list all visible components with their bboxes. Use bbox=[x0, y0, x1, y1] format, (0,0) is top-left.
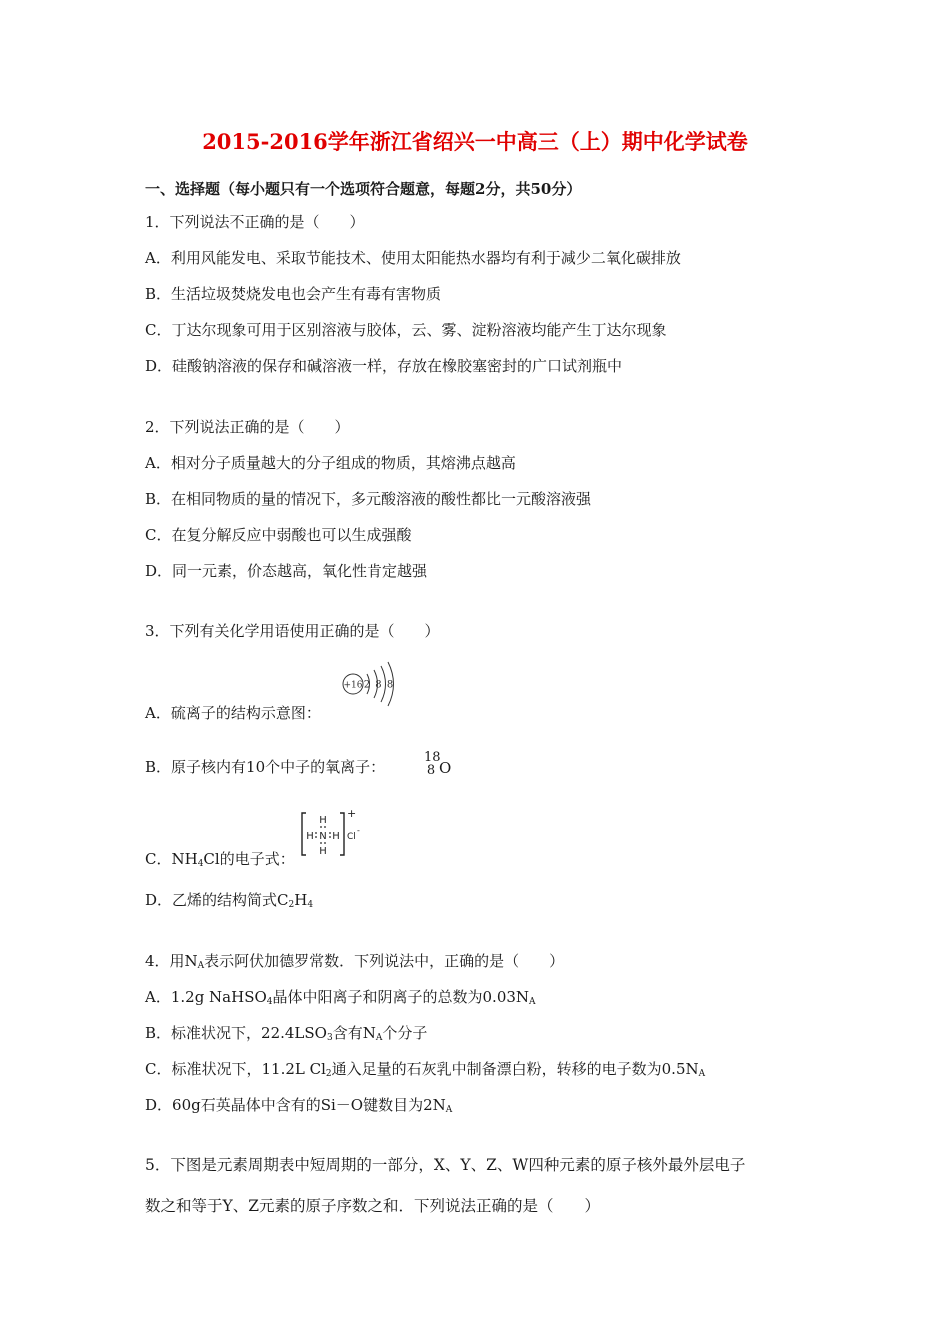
q3-option-b: B．原子核内有10个中子的氧离子： bbox=[145, 758, 386, 776]
q5-stem-line2: 数之和等于Y、Z元素的原子序数之和．下列说法正确的是（ ） bbox=[145, 1197, 601, 1215]
q5-stem-line1: 5．下图是元素周期表中短周期的一部分，X、Y、Z、W四种元素的原子核外最外层电子 bbox=[145, 1156, 746, 1174]
q2-stem: 2．下列说法正确的是（ ） bbox=[145, 418, 350, 436]
sulfide-ion-structure-diagram bbox=[338, 656, 400, 710]
electron-shell-counts: 2 8 8 bbox=[363, 679, 395, 691]
ammonium-chloride-electron-formula bbox=[300, 808, 362, 860]
hydrogen-right: H bbox=[332, 831, 340, 842]
q2-option-c: C．在复分解反应中弱酸也可以生成强酸 bbox=[145, 526, 412, 544]
hydrogen-top: H bbox=[319, 815, 327, 826]
hydrogen-left: H bbox=[306, 831, 314, 842]
q1-option-b: B．生活垃圾焚烧发电也会产生有毒有害物质 bbox=[145, 285, 442, 303]
q1-option-a: A．利用风能发电、采取节能技术、使用太阳能热水器均有利于减少二氧化碳排放 bbox=[145, 249, 681, 267]
q3-option-d: D．乙烯的结构简式$C_2H_4$ bbox=[145, 891, 314, 910]
isotope-notation bbox=[424, 750, 441, 778]
q1-stem: 1．下列说法不正确的是（ ） bbox=[145, 213, 365, 231]
q1-option-d: D．硅酸钠溶液的保存和碱溶液一样，存放在橡胶塞密封的广口试剂瓶中 bbox=[145, 357, 623, 375]
q2-option-b: B．在相同物质的量的情况下，多元酸溶液的酸性都比一元酸溶液强 bbox=[145, 490, 592, 508]
q4-option-b: B．标准状况下，$22.4LSO_3$含有$N_A$个分子 bbox=[145, 1024, 428, 1043]
isotope-atomic-number: 8 bbox=[426, 763, 436, 778]
cation-charge: + bbox=[347, 808, 357, 820]
q4-option-c: C．标准状况下，11.2L $Cl_2$通入足量的石灰乳中制备漂白粉，转移的电子数为$0.5N_A$ bbox=[145, 1060, 706, 1079]
q4-stem: 4．用$N_A$表示阿伏加德罗常数．下列说法中，正确的是（ ） bbox=[145, 952, 565, 971]
q3-stem: 3．下列有关化学用语使用正确的是（ ） bbox=[145, 622, 440, 640]
page-title: 2015-2016学年浙江省绍兴一中高三（上）期中化学试卷 bbox=[202, 129, 748, 154]
q4-option-d: D．60g石英晶体中含有的Si－O键数目为$2N_A$ bbox=[145, 1096, 453, 1115]
q3-option-c: C．$NH_4Cl$的电子式： bbox=[145, 850, 295, 869]
nitrogen-center: N bbox=[319, 831, 327, 842]
q4-option-a: A．1.2g NaHSO$_4$晶体中阳离子和阴离子的总数为$0.03N_A$ bbox=[145, 988, 536, 1007]
q2-option-a: A．相对分子质量越大的分子组成的物质，其熔沸点越高 bbox=[145, 454, 516, 472]
hydrogen-bottom: H bbox=[319, 846, 327, 857]
isotope-symbol: O bbox=[439, 759, 452, 777]
isotope-mass-number: 18 bbox=[424, 750, 441, 765]
section-heading: 一、选择题（每小题只有一个选项符合题意，每题2分，共50分） bbox=[145, 180, 582, 198]
q1-option-c: C．丁达尔现象可用于区别溶液与胶体，云、雾、淀粉溶液均能产生丁达尔现象 bbox=[145, 321, 667, 339]
q3-option-a: A．硫离子的结构示意图： bbox=[145, 704, 321, 722]
nucleus-charge: +16 bbox=[343, 680, 363, 691]
anion-charge: - bbox=[357, 826, 360, 835]
q2-option-d: D．同一元素，价态越高，氧化性肯定越强 bbox=[145, 562, 428, 580]
chloride-anion: Cl bbox=[347, 832, 356, 842]
